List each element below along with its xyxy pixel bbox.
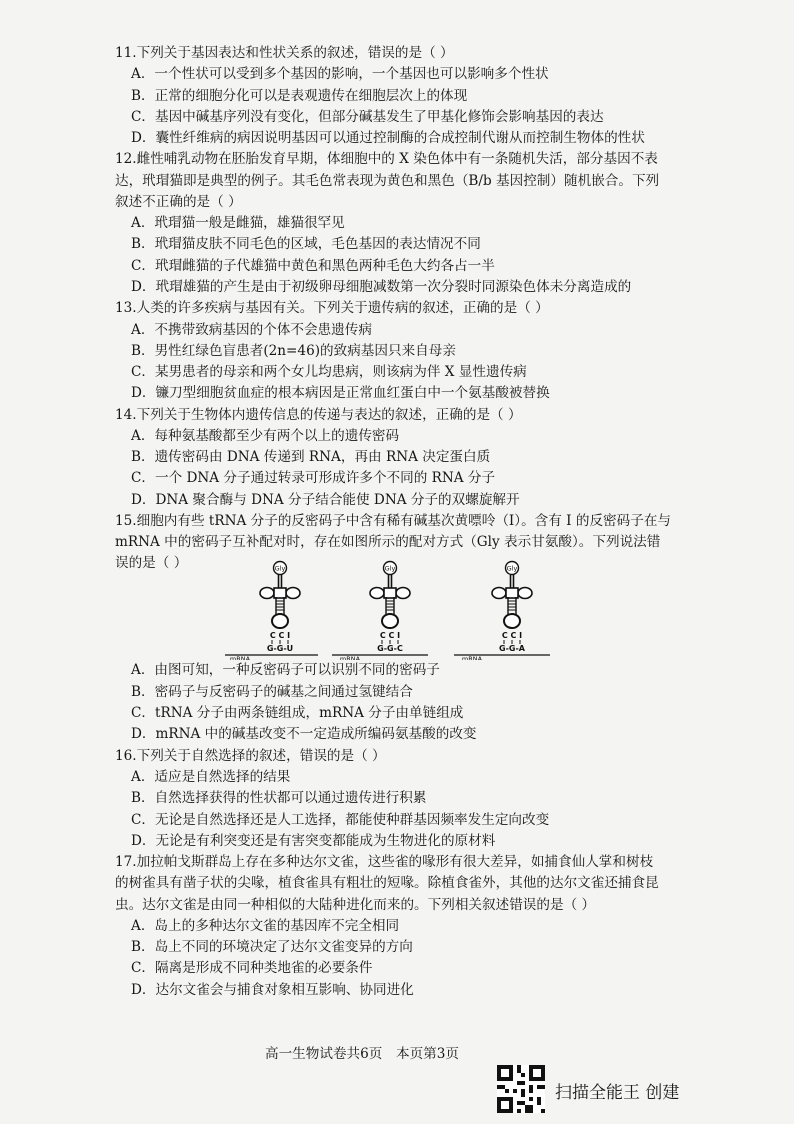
question-15-option-b: B．密码子与反密码子的碱基之间通过氢键结合	[131, 684, 413, 700]
question-11-option-c: C．基因中碱基序列没有变化，但部分碱基发生了甲基化修饰会影响基因的表达	[131, 109, 604, 125]
question-17-option-d: D．达尔文雀会与捕食对象相互影响、协同进化	[131, 982, 414, 998]
question-15-stem-line: 15.细胞内有些 tRNA 分子的反密码子中含有稀有碱基次黄嘌呤（I）。含有 I 的反密码子在与	[115, 513, 672, 529]
question-14-option-c: C．一个 DNA 分子通过转录可形成许多个不同的 RNA 分子	[131, 470, 496, 486]
question-16-option-b: B．自然选择获得的性状都可以通过遗传进行积累	[131, 790, 427, 806]
question-16-stem: 16.下列关于自然选择的叙述，错误的是（ ）	[115, 748, 386, 764]
question-15-option-d: D．mRNA 中的碱基改变不一定造成所编码氨基酸的改变	[131, 726, 477, 742]
question-17-stem-line: 虫。达尔文雀是由同一种相似的大陆种进化而来的。下列相关叙述错误的是（ ）	[115, 897, 596, 913]
trna-core	[506, 588, 518, 598]
trna-panel	[332, 562, 428, 661]
question-12-stem-line: 12.雌性哺乳动物在胚胎发育早期，体细胞中的 X 染色体中有一条随机失活，部分基因不表	[115, 151, 658, 167]
question-17-option-a: A．岛上的多种达尔文雀的基因库不完全相同	[131, 918, 400, 934]
mrna-label: mRNA	[339, 655, 361, 660]
question-15-option-c: C．tRNA 分子由两条链组成，mRNA 分子由单链组成	[131, 705, 464, 721]
question-12-option-b: B．玳瑁猫皮肤不同毛色的区域，毛色基因的表达情况不同	[131, 236, 481, 252]
anticodon-label: C C I	[379, 631, 401, 640]
anticodon-label: C C I	[269, 631, 291, 640]
t-loop	[518, 588, 532, 599]
t-loop	[396, 588, 410, 599]
d-loop	[492, 588, 506, 599]
mrna-label: mRNA	[229, 655, 251, 660]
question-14-option-b: B．遗传密码由 DNA 传递到 RNA，再由 RNA 决定蛋白质	[131, 449, 491, 465]
question-14-option-d: D．DNA 聚合酶与 DNA 分子结合能使 DNA 分子的双螺旋解开	[131, 492, 520, 508]
question-15-stem-line: mRNA 中的密码子互补配对时，存在如图所示的配对方式（Gly 表示甘氨酸）。下列说法错	[115, 534, 661, 550]
anticodon-loop	[504, 614, 520, 628]
d-loop	[370, 588, 384, 599]
qr-code-icon	[497, 1065, 545, 1113]
trna-core	[384, 588, 396, 598]
mrna-label: mRNA	[461, 655, 483, 660]
trna-panel	[454, 562, 550, 661]
question-12-option-a: A．玳瑁猫一般是雌猫，雄猫很罕见	[131, 215, 345, 231]
question-12-option-c: C．玳瑁雌猫的子代雄猫中黄色和黑色两种毛色大约各占一半	[131, 258, 495, 274]
question-17-stem-line: 17.加拉帕戈斯群岛上存在多种达尔文雀，这些雀的喙形有很大差异，如捕食仙人掌和树枝	[115, 854, 654, 870]
scanner-watermark: 扫描全能王 创建	[555, 1083, 680, 1103]
question-16-option-d: D．无论是有利突变还是有害突变都能成为生物进化的原材料	[131, 833, 496, 849]
t-loop	[286, 588, 300, 599]
question-17-stem-line: 的树雀具有凿子状的尖喙，植食雀具有粗壮的短喙。除植食雀外，其他的达尔文雀还捕食昆	[115, 875, 659, 891]
question-11-option-b: B．正常的细胞分化可以是表观遗传在细胞层次上的体现	[131, 88, 468, 104]
question-13-option-b: B．男性红绿色盲患者(2n=46)的致病基因只来自母亲	[131, 343, 456, 359]
question-12-stem-line: 达，玳瑁猫即是典型的例子。其毛色常表现为黄色和黑色（B/b 基因控制）随机嵌合。下列	[115, 173, 660, 189]
question-11-option-d: D．囊性纤维病的病因说明基因可以通过控制酶的合成控制代谢从而控制生物体的性状	[131, 130, 645, 146]
page-footer: 高一生物试卷共6页 本页第3页	[265, 1046, 460, 1062]
d-loop	[260, 588, 274, 599]
question-14-stem: 14.下列关于生物体内遗传信息的传递与表达的叙述，正确的是（ ）	[115, 407, 522, 423]
question-11-option-a: A．一个性状可以受到多个基因的影响，一个基因也可以影响多个性状	[131, 66, 549, 82]
question-15-stem-line: 误的是（ ）	[115, 555, 188, 571]
question-13-stem: 13.人类的许多疾病与基因有关。下列关于遗传病的叙述，正确的是（ ）	[115, 300, 549, 316]
codon-label: G-G-A	[499, 644, 525, 653]
anticodon-loop	[272, 614, 288, 628]
codon-label: G-G-C	[377, 644, 403, 653]
question-17-option-b: B．岛上不同的环境决定了达尔文雀变异的方向	[131, 939, 413, 955]
question-13-option-d: D．镰刀型细胞贫血症的根本病因是正常血红蛋白中一个氨基酸被替换	[131, 385, 550, 401]
anticodon-label: C C I	[501, 631, 523, 640]
question-14-option-a: A．每种氨基酸都至少有两个以上的遗传密码	[131, 428, 400, 444]
trna-core	[274, 588, 286, 598]
question-15-option-a: A．由图可知，一种反密码子可以识别不同的密码子	[131, 662, 440, 678]
gly-label: Gly	[274, 564, 286, 573]
trna-panel	[225, 562, 318, 661]
question-13-option-c: C．某男患者的母亲和两个女儿均患病，则该病为伴 X 显性遗传病	[131, 364, 527, 380]
codon-label: G-G-U	[266, 644, 294, 653]
gly-label: Gly	[384, 564, 396, 573]
question-16-option-a: A．适应是自然选择的结果	[131, 769, 291, 785]
question-12-stem-line: 叙述不正确的是（ ）	[115, 194, 242, 210]
trna-codon-pairing-diagram	[225, 560, 575, 660]
question-17-option-c: C．隔离是形成不同种类地雀的必要条件	[131, 960, 373, 976]
question-13-option-a: A．不携带致病基因的个体不会患遗传病	[131, 322, 372, 338]
gly-label: Gly	[506, 564, 518, 573]
question-11-stem: 11.下列关于基因表达和性状关系的叙述，错误的是（ ）	[115, 45, 454, 61]
anticodon-loop	[382, 614, 398, 628]
question-16-option-c: C．无论是自然选择还是人工选择，都能使种群基因频率发生定向改变	[131, 812, 550, 828]
question-12-option-d: D．玳瑁雄猫的产生是由于初级卵母细胞减数第一次分裂时同源染色体未分离造成的	[131, 279, 632, 295]
